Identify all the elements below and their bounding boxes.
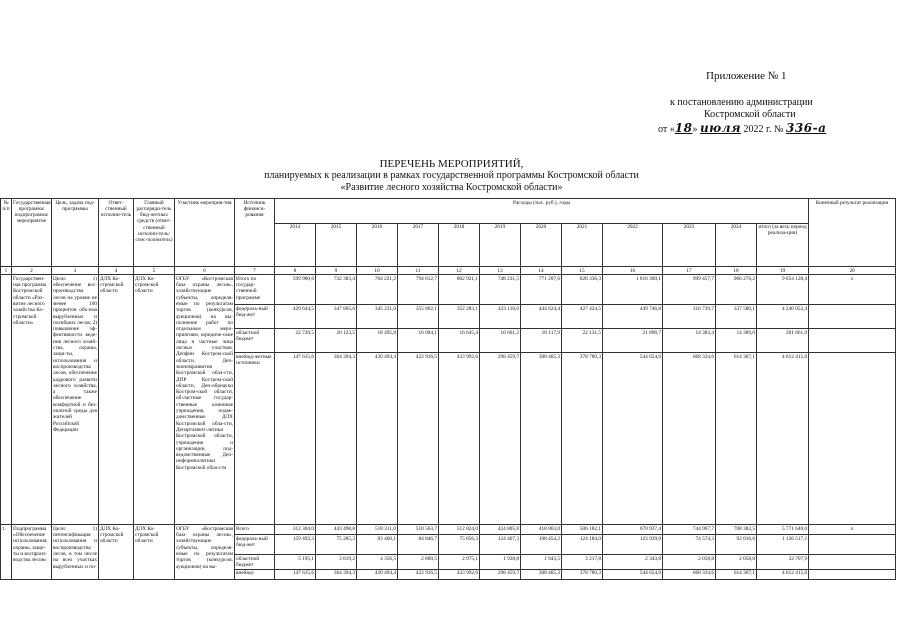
row-value: 2 343,8 bbox=[603, 555, 663, 570]
row-value: 449 746,8 bbox=[603, 305, 663, 329]
decree-mid: » bbox=[692, 124, 700, 135]
row-value: 510 563,7 bbox=[398, 525, 439, 535]
row-value: 21 898,7 bbox=[603, 329, 663, 353]
row-value: 16 094,1 bbox=[398, 329, 439, 353]
row-value: 159 493,3 bbox=[275, 535, 316, 555]
decree-year: 2022 г. № bbox=[741, 124, 787, 135]
row-result bbox=[809, 353, 896, 525]
row-source: областной бюджет bbox=[235, 555, 275, 570]
row-source: федераль-ный бюд-жет bbox=[235, 535, 275, 555]
row-value: 312 304,0 bbox=[275, 525, 316, 535]
row-value: 427 424,5 bbox=[562, 305, 603, 329]
row-value: 1 938,8 bbox=[480, 555, 521, 570]
column-number: 20 bbox=[809, 267, 896, 275]
row-program: Государствен-ная программа Костромской области «Раз-витие лесного хозяйства Ко-стромской области» bbox=[12, 275, 52, 525]
col-header-num: № п/п bbox=[1, 199, 12, 267]
row-value: 364 394,3 bbox=[316, 569, 357, 579]
row-value: 84 846,7 bbox=[398, 535, 439, 555]
row-value: 429 644,5 bbox=[275, 305, 316, 329]
row-value: 422 916,5 bbox=[398, 569, 439, 579]
row-value: 443 498,8 bbox=[316, 525, 357, 535]
column-number: 1 bbox=[1, 267, 12, 275]
row-result bbox=[809, 569, 896, 579]
col-header-program: Государственная программа/ подпрограмма/мероприятие bbox=[12, 199, 52, 267]
row-value: 966 276,2 bbox=[716, 275, 757, 305]
row-value: 732 383,4 bbox=[316, 275, 357, 305]
column-number: 15 bbox=[562, 267, 603, 275]
column-number: 4 bbox=[99, 267, 134, 275]
row-value: 433 992,6 bbox=[439, 353, 480, 525]
row-value: 4 612 415,0 bbox=[757, 353, 809, 525]
row-value: 422 916,5 bbox=[398, 353, 439, 525]
column-number: 5 bbox=[134, 267, 175, 275]
row-value: 16 645,4 bbox=[439, 329, 480, 353]
row-value: 444 624,4 bbox=[521, 305, 562, 329]
row-value: 20 123,5 bbox=[316, 329, 357, 353]
row-source: Итого по государ-ственной программе bbox=[235, 275, 275, 305]
column-number: 3 bbox=[52, 267, 99, 275]
col-header-year: 2022 bbox=[603, 223, 663, 266]
decree-month-handwritten: июля bbox=[699, 121, 742, 135]
row-value: 828 336,3 bbox=[562, 275, 603, 305]
row-participant: ОГБУ «Костромская база охраны лесов», хозяйствующие субъекты, определя-емые по результатам торгов (конкурсов, аукционов) на вы- bbox=[175, 525, 235, 580]
header-row-1 bbox=[1, 199, 896, 224]
row-value: 4 612 415,0 bbox=[757, 569, 809, 579]
row-value: 378 780,3 bbox=[562, 353, 603, 525]
row-value: 2 975,1 bbox=[439, 555, 480, 570]
row-value: 337 580,1 bbox=[716, 305, 757, 329]
row-value: 802 921,1 bbox=[439, 275, 480, 305]
row-value: 748 231,5 bbox=[480, 275, 521, 305]
row-participant: ОГБУ «Костромская база охраны лесов», хозяйствующие субъекты, определя-емые по результатам торгов (конкурсов, аукционов) на вы-полнение работ по отдельным меро-приятиям, юридиче-ские лица и частные лица лесных участков, Депфин Костром-ской области, Деп-экономразвития Костромской обла-сти, ДПР Костром-ской области, Деп-обрнауки Костром-ской области, об-ластные государ-ственные казенные учреждения, подве-домственные ДЛХ Костромской обла-сти, Департамент-литики Костромской области, учреждения и организации, под-ведомственные Деп-информполитики Костромской обла-сти bbox=[175, 275, 235, 525]
row-responsible: ДЛХ Ко-стромской области bbox=[99, 275, 134, 525]
column-number: 8 bbox=[275, 267, 316, 275]
row-value: 5 771 640,0 bbox=[757, 525, 809, 535]
row-program: Подпрограмма «Обеспечение использования, охраны, защи-ты и воспроиз-водства лесов» bbox=[12, 525, 52, 580]
row-value: 347 865,6 bbox=[316, 305, 357, 329]
column-number: 2 bbox=[12, 267, 52, 275]
row-value: 18 495,8 bbox=[357, 329, 398, 353]
row-value: 1 943,5 bbox=[521, 555, 562, 570]
row-value: 433 992,6 bbox=[439, 569, 480, 579]
row-result: х bbox=[809, 275, 896, 305]
row-value: 999 457,7 bbox=[663, 275, 716, 305]
column-number: 19 bbox=[757, 267, 809, 275]
column-number: 9 bbox=[316, 267, 357, 275]
row-goal: Цели: 1) интенсификация использования и воспроизводства лесов, в том числе на всех участках вырубленных и по- bbox=[52, 525, 99, 580]
row-value: 668 334,6 bbox=[663, 569, 716, 579]
decree-prefix: от « bbox=[658, 124, 675, 135]
col-header-source: Источник финанси-рования bbox=[235, 199, 275, 267]
row-value: 708 382,5 bbox=[716, 525, 757, 535]
row-value: 16 661,2 bbox=[480, 329, 521, 353]
col-header-year: 2024 bbox=[716, 223, 757, 266]
row-value: 2 058,8 bbox=[716, 555, 757, 570]
row-source: Всего bbox=[235, 525, 275, 535]
row-value: 4 240 052,4 bbox=[757, 305, 809, 329]
col-header-year: 2017 bbox=[398, 223, 439, 266]
col-header-result: Конечный результат реализации bbox=[809, 199, 896, 267]
row-value: 794 812,7 bbox=[398, 275, 439, 305]
row-value: 2 058,8 bbox=[663, 555, 716, 570]
row-value: 298 459,7 bbox=[480, 353, 521, 525]
row-value: 298 459,7 bbox=[480, 569, 521, 579]
row-value: 316 739,7 bbox=[663, 305, 716, 329]
table-row bbox=[1, 275, 896, 305]
column-numbers-row bbox=[1, 267, 896, 275]
row-result bbox=[809, 555, 896, 570]
decree-line-2: Костромской области bbox=[704, 109, 796, 120]
row-value: 418 863,0 bbox=[521, 525, 562, 535]
row-value: 433 110,6 bbox=[480, 305, 521, 329]
row-value: 83 460,1 bbox=[357, 535, 398, 555]
row-value: 424 805,8 bbox=[480, 525, 521, 535]
col-header-goal: Цель, задача под-программы bbox=[52, 199, 99, 267]
column-number: 6 bbox=[175, 267, 235, 275]
row-value: 744 967,7 bbox=[663, 525, 716, 535]
row-value: 506 182,1 bbox=[562, 525, 603, 535]
column-number: 18 bbox=[716, 267, 757, 275]
row-value: 345 231,0 bbox=[357, 305, 398, 329]
document-subtitle-1: планируемых к реализации в рамках государственной программы Костромской области bbox=[264, 170, 639, 181]
decree-number-handwritten: 336-а bbox=[786, 121, 827, 135]
row-value: 5 195,1 bbox=[275, 555, 316, 570]
row-source: внебюд-жетные источники bbox=[235, 353, 275, 525]
column-number: 10 bbox=[357, 267, 398, 275]
col-header-participant: Участник мероприя-тия bbox=[175, 199, 235, 267]
row-value: 308 465,3 bbox=[521, 569, 562, 579]
row-gros: ДЛХ Ко-стромской области bbox=[134, 275, 175, 525]
row-result bbox=[809, 305, 896, 329]
row-value: 14 389,0 bbox=[716, 329, 757, 353]
row-value: 355 802,1 bbox=[398, 305, 439, 329]
appendix-label: Приложение № 1 bbox=[706, 70, 787, 82]
row-value: 512 824,0 bbox=[439, 525, 480, 535]
col-header-expenses: Расходы (тыс. руб.), годы bbox=[275, 199, 809, 224]
col-header-year: 2016 bbox=[357, 223, 398, 266]
column-number: 11 bbox=[398, 267, 439, 275]
row-value: 3 819,2 bbox=[316, 555, 357, 570]
row-value: 364 394,3 bbox=[316, 353, 357, 525]
column-number: 12 bbox=[439, 267, 480, 275]
row-value: 108 454,2 bbox=[521, 535, 562, 555]
row-value: 352 283,1 bbox=[439, 305, 480, 329]
row-value: 308 465,3 bbox=[521, 353, 562, 525]
col-header-year: 2021 bbox=[562, 223, 603, 266]
row-value: 147 615,6 bbox=[275, 353, 316, 525]
row-value: 670 937,4 bbox=[603, 525, 663, 535]
row-source: федераль-ный бюд-жет bbox=[235, 305, 275, 329]
row-value: 32 707,9 bbox=[757, 555, 809, 570]
col-header-gros: Главный распоряди-тель бюд-жетных средств (ответ-ственный исполни-тель/соис-полнитель) bbox=[134, 199, 175, 267]
decree-date-number bbox=[658, 121, 826, 135]
column-number: 17 bbox=[663, 267, 716, 275]
col-header-year: 2018 bbox=[439, 223, 480, 266]
row-value: 1 126 517,1 bbox=[757, 535, 809, 555]
row-value: 544 654,6 bbox=[603, 569, 663, 579]
row-result bbox=[809, 535, 896, 555]
row-value: 22 720,5 bbox=[275, 329, 316, 353]
col-header-year: 2014 bbox=[275, 223, 316, 266]
row-value: 2 800,5 bbox=[398, 555, 439, 570]
row-goal: Цели: 1) обеспечение вос-производства лесов на уровне не менее 100 процентов объ-ема вырубленных и погибших лесов; 2) повышение эф-фективности веде-ния лесного хозяй-ства, охраны, защи-ты, использования и воспроизводства лесов, обеспечение кадрового развити лесного хозяйства, а также обеспечение комфортной и без-опасной среды для жителей Российской Федерации bbox=[52, 275, 99, 525]
decree-line-1: к постановлению администрации bbox=[670, 97, 813, 108]
row-responsible: ДЛХ Ко-стромской области bbox=[99, 525, 134, 580]
row-value: 75 285,3 bbox=[316, 535, 357, 555]
row-result bbox=[809, 329, 896, 353]
row-value: 430 494,4 bbox=[357, 353, 398, 525]
document-subtitle-2: «Развитие лесного хозяйства Костромской области» bbox=[340, 182, 563, 193]
row-value: 614 307,1 bbox=[716, 569, 757, 579]
row-value: 22 131,5 bbox=[562, 329, 603, 353]
row-num bbox=[1, 275, 12, 525]
row-value: 3 217,8 bbox=[562, 555, 603, 570]
row-value: 147 615,6 bbox=[275, 569, 316, 579]
row-value: 14 383,4 bbox=[663, 329, 716, 353]
measures-table bbox=[0, 198, 896, 580]
row-value: 614 307,1 bbox=[716, 353, 757, 525]
column-number: 7 bbox=[235, 267, 275, 275]
row-value: 18 117,9 bbox=[521, 329, 562, 353]
col-header-year: 2023 bbox=[663, 223, 716, 266]
document-title: ПЕРЕЧЕНЬ МЕРОПРИЯТИЙ, bbox=[379, 158, 524, 170]
row-value: 378 780,3 bbox=[562, 569, 603, 579]
decree-day-handwritten: 18 bbox=[674, 121, 693, 135]
col-header-year: 2020 bbox=[521, 223, 562, 266]
row-value: 74 574,3 bbox=[663, 535, 716, 555]
row-value: 124 184,0 bbox=[562, 535, 603, 555]
row-value: 201 661,0 bbox=[757, 329, 809, 353]
row-value: 124 407,3 bbox=[480, 535, 521, 555]
col-header-responsible: Ответ-ственный исполни-тель bbox=[99, 199, 134, 267]
row-num: 1. bbox=[1, 525, 12, 580]
row-value: 771 207,6 bbox=[521, 275, 562, 305]
row-value: 764 221,2 bbox=[357, 275, 398, 305]
row-value: 4 356,5 bbox=[357, 555, 398, 570]
row-value: 430 494,4 bbox=[357, 569, 398, 579]
row-value: 123 939,0 bbox=[603, 535, 663, 555]
row-value: 9 054 128,4 bbox=[757, 275, 809, 305]
col-header-year: 2015 bbox=[316, 223, 357, 266]
row-value: 92 016,6 bbox=[716, 535, 757, 555]
row-value: 599 980,6 bbox=[275, 275, 316, 305]
row-value: 75 856,3 bbox=[439, 535, 480, 555]
row-gros: ДЛХ Ко-стромской области bbox=[134, 525, 175, 580]
col-header-total: итого (за весь период реализа-ции) bbox=[757, 223, 809, 266]
row-value: 668 334,6 bbox=[663, 353, 716, 525]
column-number: 14 bbox=[521, 267, 562, 275]
row-value: 518 311,0 bbox=[357, 525, 398, 535]
row-value: 544 654,6 bbox=[603, 353, 663, 525]
row-source: внебюд- bbox=[235, 569, 275, 579]
column-number: 13 bbox=[480, 267, 521, 275]
row-value: 1 016 300,1 bbox=[603, 275, 663, 305]
column-number: 16 bbox=[603, 267, 663, 275]
col-header-year: 2019 bbox=[480, 223, 521, 266]
row-source: областной бюджет bbox=[235, 329, 275, 353]
row-result: х bbox=[809, 525, 896, 535]
table-row bbox=[1, 525, 896, 535]
